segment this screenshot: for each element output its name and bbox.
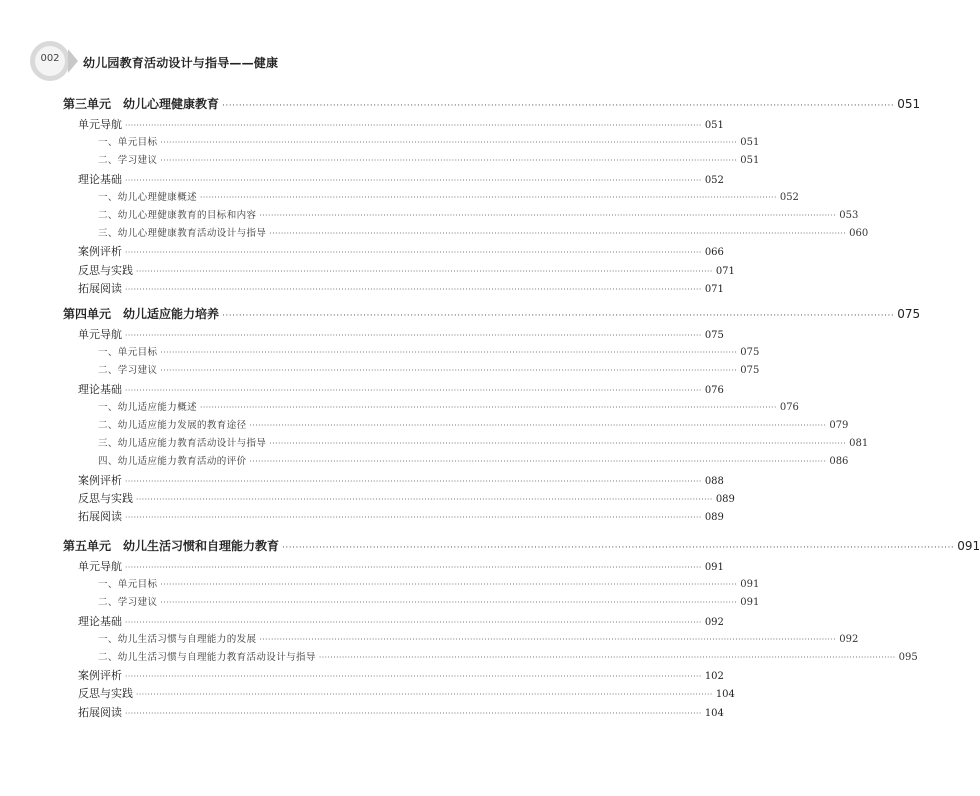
toc-subsection-entry-page: 079 (829, 420, 849, 431)
dot-leader: ········································································································································································································ (269, 439, 847, 449)
toc-subsection-entry-page: 075 (740, 365, 760, 377)
toc-subsection-entry-title: 二、幼儿生活习惯与自理能力教育活动设计与指导 (98, 652, 316, 663)
dot-leader: ········································································································································································································ (269, 229, 847, 239)
toc-subsection-entry-page: 091 (740, 597, 760, 609)
toc-section-entry-title: 案例评析 (78, 473, 122, 487)
toc-section-entry-title: 反思与实践 (78, 687, 133, 701)
dot-leader: ········································································································································································································ (125, 284, 702, 294)
toc-subsection-entry-title: 一、幼儿适应能力概述 (98, 401, 198, 413)
toc-subsection-entry-title: 二、学习建议 (98, 155, 158, 167)
toc-subsection-entry-title: 一、单元目标 (98, 347, 158, 359)
toc-section-entry-title: 理论基础 (78, 172, 122, 186)
toc-section-entry[interactable] (78, 558, 724, 576)
toc-subsection-entry-page: 081 (849, 438, 869, 450)
toc-section-entry-title: 理论基础 (78, 614, 122, 628)
toc-section-entry[interactable] (78, 704, 724, 722)
toc-section-entry-page: 104 (704, 707, 724, 719)
toc-section-entry-title: 单元导航 (78, 328, 122, 341)
toc-section-entry[interactable] (78, 508, 724, 526)
toc-section-entry-page: 102 (704, 671, 724, 683)
toc-subsection-entry[interactable] (98, 631, 859, 649)
dot-leader: ········································································································································································································ (259, 211, 837, 220)
dot-leader: ········································································································································································································ (160, 138, 738, 148)
dot-leader: ········································································································································································································ (160, 580, 738, 590)
toc-unit-heading[interactable] (63, 305, 921, 323)
toc-section-entry-title: 理论基础 (78, 382, 122, 396)
book-title: 幼儿园教育活动设计与指导——健康 (83, 56, 279, 70)
toc-section-entry[interactable] (78, 490, 735, 508)
toc-subsection-entry-page: 051 (740, 155, 760, 167)
toc-subsection-entry[interactable] (98, 134, 760, 152)
toc-subsection-entry-page: 091 (740, 579, 760, 591)
toc-subsection-entry-title: 三、幼儿心理健康教育活动设计与指导 (98, 228, 267, 240)
dot-leader: ········································································································································································································ (125, 385, 702, 395)
toc-section-entry-page: 071 (704, 283, 724, 295)
toc-section-entry-title: 反思与实践 (78, 263, 133, 277)
toc-section-entry-title: 反思与实践 (78, 491, 133, 505)
toc-subsection-entry-title: 一、单元目标 (98, 579, 158, 591)
toc-unit-heading-title: 第三单元 幼儿心理健康教育 (63, 97, 220, 111)
dot-leader: ········································································································································································································ (136, 266, 713, 276)
toc-section-entry-title: 案例评析 (78, 669, 122, 683)
toc-subsection-entry-page: 086 (829, 456, 849, 468)
toc-section-entry-page: 066 (704, 247, 724, 259)
toc-subsection-entry-page: 075 (740, 347, 760, 359)
toc-section-entry[interactable] (78, 472, 724, 490)
toc-subsection-entry-page: 076 (779, 401, 799, 413)
dot-leader: ········································································································································································································ (125, 513, 702, 522)
toc-section-entry-page: 104 (715, 689, 735, 701)
dot-leader: ········································································································································································································ (318, 653, 896, 662)
dot-leader: ········································································································································································································ (200, 192, 777, 202)
toc-section-entry[interactable] (78, 326, 724, 344)
toc-subsection-entry-title: 二、幼儿心理健康教育的目标和内容 (98, 210, 257, 221)
toc-section-entry[interactable] (78, 667, 724, 685)
toc-section-entry-page: 089 (715, 493, 735, 505)
toc-subsection-entry-page: 051 (740, 137, 760, 149)
toc-subsection-entry-page: 095 (898, 652, 918, 663)
dot-leader: ········································································································································································································ (125, 672, 702, 682)
toc-subsection-entry[interactable] (98, 435, 869, 453)
toc-unit-heading-page: 051 (897, 97, 921, 111)
toc-subsection-entry[interactable] (98, 576, 760, 594)
toc-section-entry-page: 088 (704, 475, 724, 487)
dot-leader: ········································································································································································································ (125, 331, 702, 340)
toc-unit-heading-page: 075 (897, 307, 921, 321)
toc-section-entry-title: 单元导航 (78, 118, 122, 131)
toc-subsection-entry[interactable] (98, 649, 918, 667)
dot-leader: ········································································································································································································ (136, 494, 713, 504)
toc-subsection-entry[interactable] (98, 189, 799, 207)
dot-leader: ········································································································································································································ (125, 121, 702, 130)
toc-section-entry-title: 拓展阅读 (78, 281, 122, 295)
toc-subsection-entry-page: 053 (839, 210, 859, 221)
toc-section-entry[interactable] (78, 243, 724, 261)
dot-leader: ········································································································································································································ (125, 248, 702, 258)
toc-section-entry-page: 052 (704, 174, 724, 186)
dot-leader: ········································································································································································································ (282, 543, 955, 553)
toc-subsection-entry-page: 060 (849, 228, 869, 240)
toc-subsection-entry[interactable] (98, 207, 859, 225)
toc-section-entry[interactable] (78, 116, 724, 134)
toc-section-entry-page: 091 (704, 562, 724, 573)
toc-unit-heading-page: 091 (957, 539, 980, 553)
dot-leader: ········································································································································································································ (125, 476, 702, 486)
toc-subsection-entry-page: 092 (839, 633, 859, 645)
dot-leader: ········································································································································································································ (160, 598, 738, 608)
toc-subsection-entry-title: 二、幼儿适应能力发展的教育途径 (98, 420, 247, 431)
dot-leader: ········································································································································································································ (125, 175, 702, 185)
toc-subsection-entry[interactable] (98, 225, 869, 243)
toc-section-entry-page: 075 (704, 330, 724, 341)
toc-section-entry-page: 089 (704, 512, 724, 523)
toc-subsection-entry-title: 一、幼儿心理健康概述 (98, 191, 198, 203)
page-number: 002 (40, 53, 60, 64)
toc-section-entry[interactable] (78, 280, 724, 298)
toc-subsection-entry-page: 052 (779, 191, 799, 203)
toc-section-entry[interactable] (78, 685, 735, 703)
toc-section-entry-title: 拓展阅读 (78, 510, 122, 523)
dot-leader: ········································································································································································································ (200, 402, 777, 412)
dot-leader: ········································································································································································································ (249, 457, 827, 467)
dot-leader: ········································································································································································································ (249, 421, 827, 430)
toc-unit-heading[interactable] (63, 95, 921, 113)
toc-subsection-entry[interactable] (98, 152, 760, 170)
toc-subsection-entry-title: 四、幼儿适应能力教育活动的评价 (98, 456, 247, 468)
dot-leader: ········································································································································································································ (136, 690, 713, 700)
toc-unit-heading-title: 第四单元 幼儿适应能力培养 (63, 307, 220, 321)
toc-section-entry-page: 076 (704, 384, 724, 396)
toc-subsection-entry-title: 二、学习建议 (98, 365, 158, 377)
toc-section-entry[interactable] (78, 613, 724, 631)
toc-section-entry-title: 案例评析 (78, 245, 122, 259)
toc-section-entry-title: 单元导航 (78, 560, 122, 573)
toc-section-entry-page: 092 (704, 616, 724, 628)
toc-subsection-entry[interactable] (98, 399, 799, 417)
toc-subsection-entry[interactable] (98, 344, 760, 362)
toc-subsection-entry-title: 三、幼儿适应能力教育活动设计与指导 (98, 438, 267, 450)
toc-subsection-entry[interactable] (98, 594, 760, 612)
dot-leader: ········································································································································································································ (125, 563, 702, 572)
toc-unit-heading-title: 第五单元 幼儿生活习惯和自理能力教育 (63, 539, 280, 553)
dot-leader: ········································································································································································································ (125, 617, 702, 627)
toc-subsection-entry-title: 二、学习建议 (98, 597, 158, 609)
toc-section-entry[interactable] (78, 262, 735, 280)
dot-leader: ········································································································································································································ (160, 366, 738, 376)
dot-leader: ········································································································································································································ (160, 156, 738, 166)
dot-leader: ········································································································································································································ (125, 708, 702, 718)
toc-section-entry-title: 拓展阅读 (78, 705, 122, 719)
toc-subsection-entry-title: 一、幼儿生活习惯与自理能力的发展 (98, 633, 257, 645)
dot-leader: ········································································································································································································ (222, 101, 895, 111)
toc-section-entry-page: 051 (704, 120, 724, 131)
toc-section-entry[interactable] (78, 171, 724, 189)
dot-leader: ········································································································································································································ (222, 311, 895, 321)
dot-leader: ········································································································································································································ (259, 634, 837, 644)
toc-subsection-entry[interactable] (98, 453, 849, 471)
toc-subsection-entry-title: 一、单元目标 (98, 137, 158, 149)
toc-subsection-entry[interactable] (98, 362, 760, 380)
dot-leader: ········································································································································································································ (160, 348, 738, 358)
toc-subsection-entry[interactable] (98, 417, 849, 435)
toc-section-entry-page: 071 (715, 265, 735, 277)
toc-unit-heading[interactable] (63, 537, 980, 555)
toc-section-entry[interactable] (78, 381, 724, 399)
